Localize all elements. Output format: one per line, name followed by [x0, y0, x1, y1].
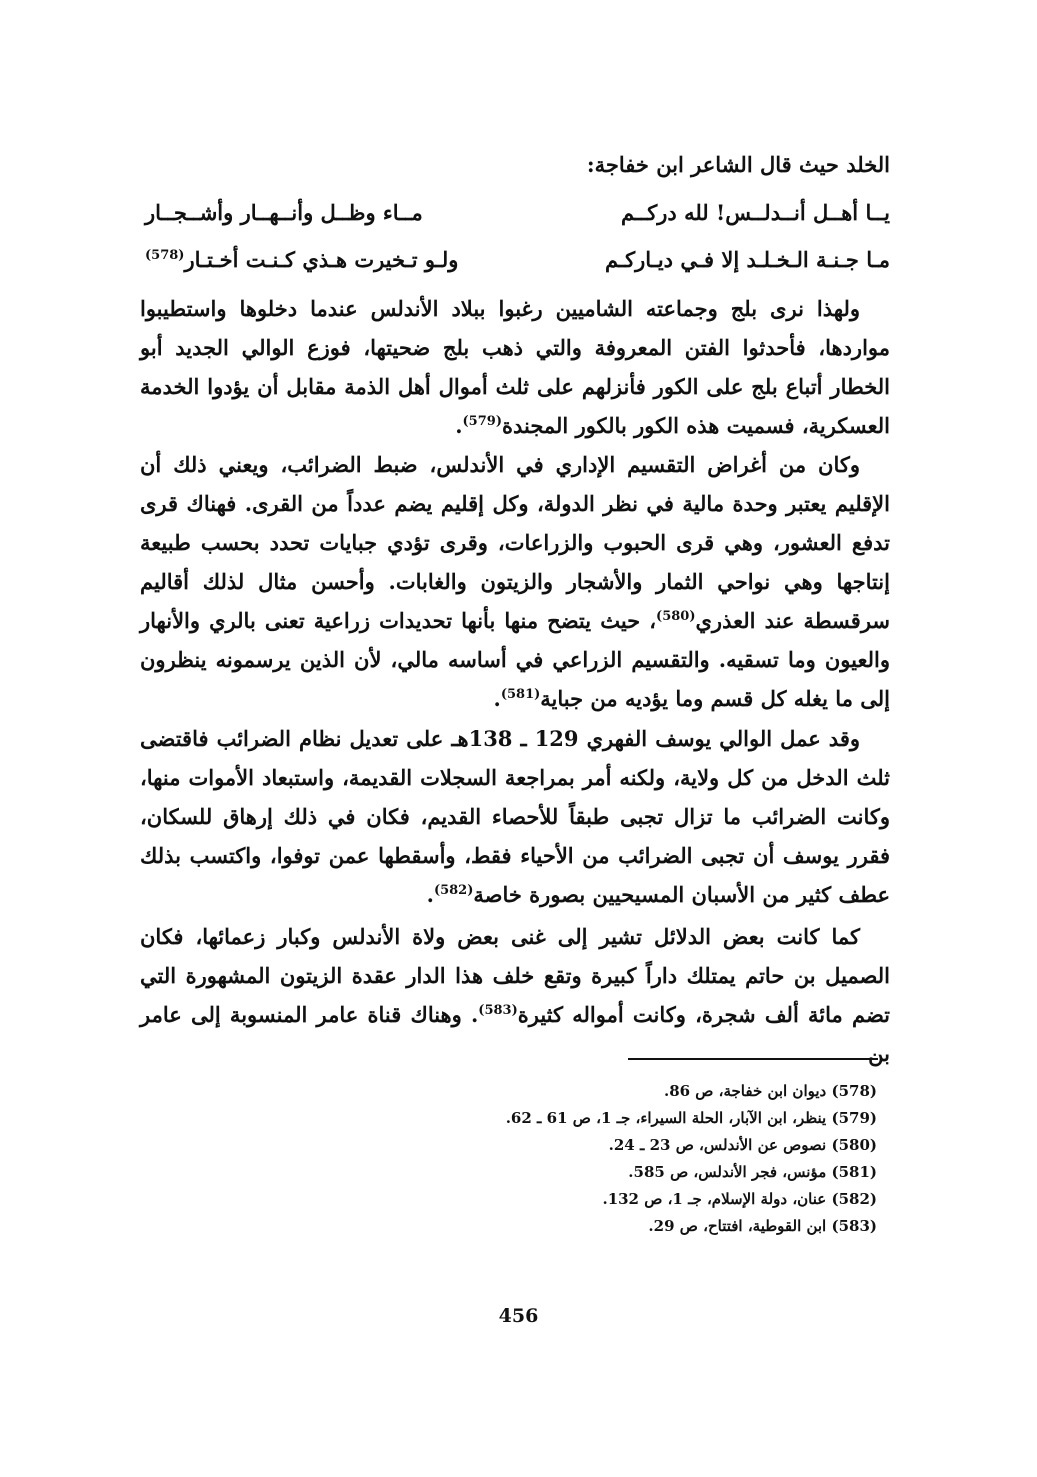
footnote-divider	[628, 1058, 878, 1060]
footnote-ref: (583)	[478, 1003, 518, 1018]
paragraph	[140, 445, 890, 718]
verse-first-hemistich: يــا أهــل أنــدلــس! لله دركــم	[621, 200, 890, 225]
paragraph	[140, 719, 890, 914]
paragraph	[140, 289, 890, 445]
paragraph-text: وكان من أغراض التقسيم الإداري في الأندلس، ضبط الضرائب، ويعني ذلك أن الإقليم يعتبر وحدة مالية في نظر الدولة، وكل إقليم يضم عدداً من القرى. فهناك قرى تدفع العشور، وهي قرى الحبوب والزراعات، وقرى تؤدي جبايات تحدد بحسب طبيعة إنتاجها وهي نواحي الثمار والأشجار والزيتون والغابات. وأحسن مثال لذلك أقاليم سرقسطة عند العذري	[140, 452, 890, 633]
paragraph-tail: .	[426, 882, 434, 907]
paragraph-text: كما كانت بعض الدلائل تشير إلى غنى بعض ولاة الأندلس وكبار زعمائها، فكان الصميل بن حاتم يمتلك داراً كبيرة وتقع خلف هذا الدار عقدة الزيتون المشهورة التي تضم مائة ألف شجرة، وكانت أمواله كثيرة	[140, 924, 890, 1027]
verse-first-hemistich: مـا جـنـة الـخـلـد إلا فـي ديـاركـم	[605, 247, 890, 272]
paragraph-text: وقد عمل الوالي يوسف الفهري 129 ـ 138هـ على تعديل نظام الضرائب فاقتضى ثلث الدخل من كل ولاية، ولكنه أمر بمراجعة السجلات القديمة، واستبعاد الأموات منها، وكانت الضرائب ما تزال تجبى طبقاً للأحصاء القديم، فكان في ذلك إرهاق للسكان، فقرر يوسف أن تجبى الضرائب من الأحياء فقط، وأسقطها عمن توفوا، واكتسب بذلك عطف كثير من الأسبان المسيحيين بصورة خاصة	[140, 726, 890, 907]
verse-second-text: ولـو تـخيرت هـذي كـنـت أخـتـار	[184, 247, 459, 272]
footnote-ref: (580)	[656, 609, 696, 624]
footnote-ref: (581)	[500, 687, 541, 702]
footnote-text: ابن القوطية، افتتاح، ص 29.	[648, 1217, 827, 1235]
footnote	[506, 1078, 877, 1105]
footnote-ref: (579)	[462, 414, 502, 429]
paragraph-tail: .	[493, 686, 501, 711]
footnote-number: (581)	[831, 1163, 877, 1181]
footnote-number: (582)	[831, 1190, 877, 1208]
verse-second-hemistich: مــاء وظــل وأنــهــار وأشــجــار	[145, 200, 423, 225]
footnote-number: (578)	[831, 1082, 877, 1100]
page-number: 456	[498, 1305, 539, 1327]
paragraph-text: ولهذا نرى بلج وجماعته الشاميين رغبوا ببلاد الأندلس عندما دخلوها واستطيبوا مواردها، فأحدثوا الفتن المعروفة والتي ذهب بلج ضحيتها، فوزع الوالي الجديد أبو الخطار أتباع بلج على الكور فأنزلهم على ثلث أموال أهل الذمة مقابل أن يؤدوا الخدمة العسكرية، فسميت هذه الكور بالكور المجندة	[140, 296, 890, 438]
footnote	[506, 1105, 877, 1132]
footnote-text: ينظر، ابن الآبار، الحلة السيراء، جـ 1، ص 61 ـ 62.	[505, 1109, 827, 1127]
footnote-text: مؤنس، فجر الأندلس، ص 585.	[628, 1163, 827, 1181]
footnote-number: (579)	[831, 1109, 877, 1127]
paragraph-text: ، حيث يتضح منها بأنها تحديدات زراعية تعنى بالري والأنهار والعيون وما تسقيه. والتقسيم الزراعي في أساسه مالي، لأن الذين يرسمونه ينظرون إلى ما يغله كل قسم وما يؤديه من جباية	[140, 608, 890, 711]
paragraph-tail: .	[455, 413, 463, 438]
footnote	[506, 1186, 877, 1213]
verse-second-hemistich	[145, 245, 458, 275]
footnote-text: ديوان ابن خفاجة، ص 86.	[663, 1082, 827, 1100]
footnote	[506, 1159, 877, 1186]
footnote-ref: (578)	[145, 248, 185, 263]
footnote	[506, 1132, 877, 1159]
paragraph-tail: . وهناك قناة عامر المنسوبة إلى عامر بن	[140, 1002, 890, 1066]
footnote-text: نصوص عن الأندلس، ص 23 ـ 24.	[608, 1136, 827, 1154]
footnotes	[506, 1078, 877, 1240]
intro-line: الخلد حيث قال الشاعر ابن خفاجة:	[586, 152, 890, 177]
paragraph	[140, 917, 890, 1073]
footnote	[506, 1213, 877, 1240]
footnote-number: (580)	[831, 1136, 877, 1154]
footnote-text: عنان، دولة الإسلام، جـ 1، ص 132.	[602, 1190, 827, 1208]
footnote-ref: (582)	[433, 883, 474, 898]
footnote-number: (583)	[831, 1217, 877, 1235]
